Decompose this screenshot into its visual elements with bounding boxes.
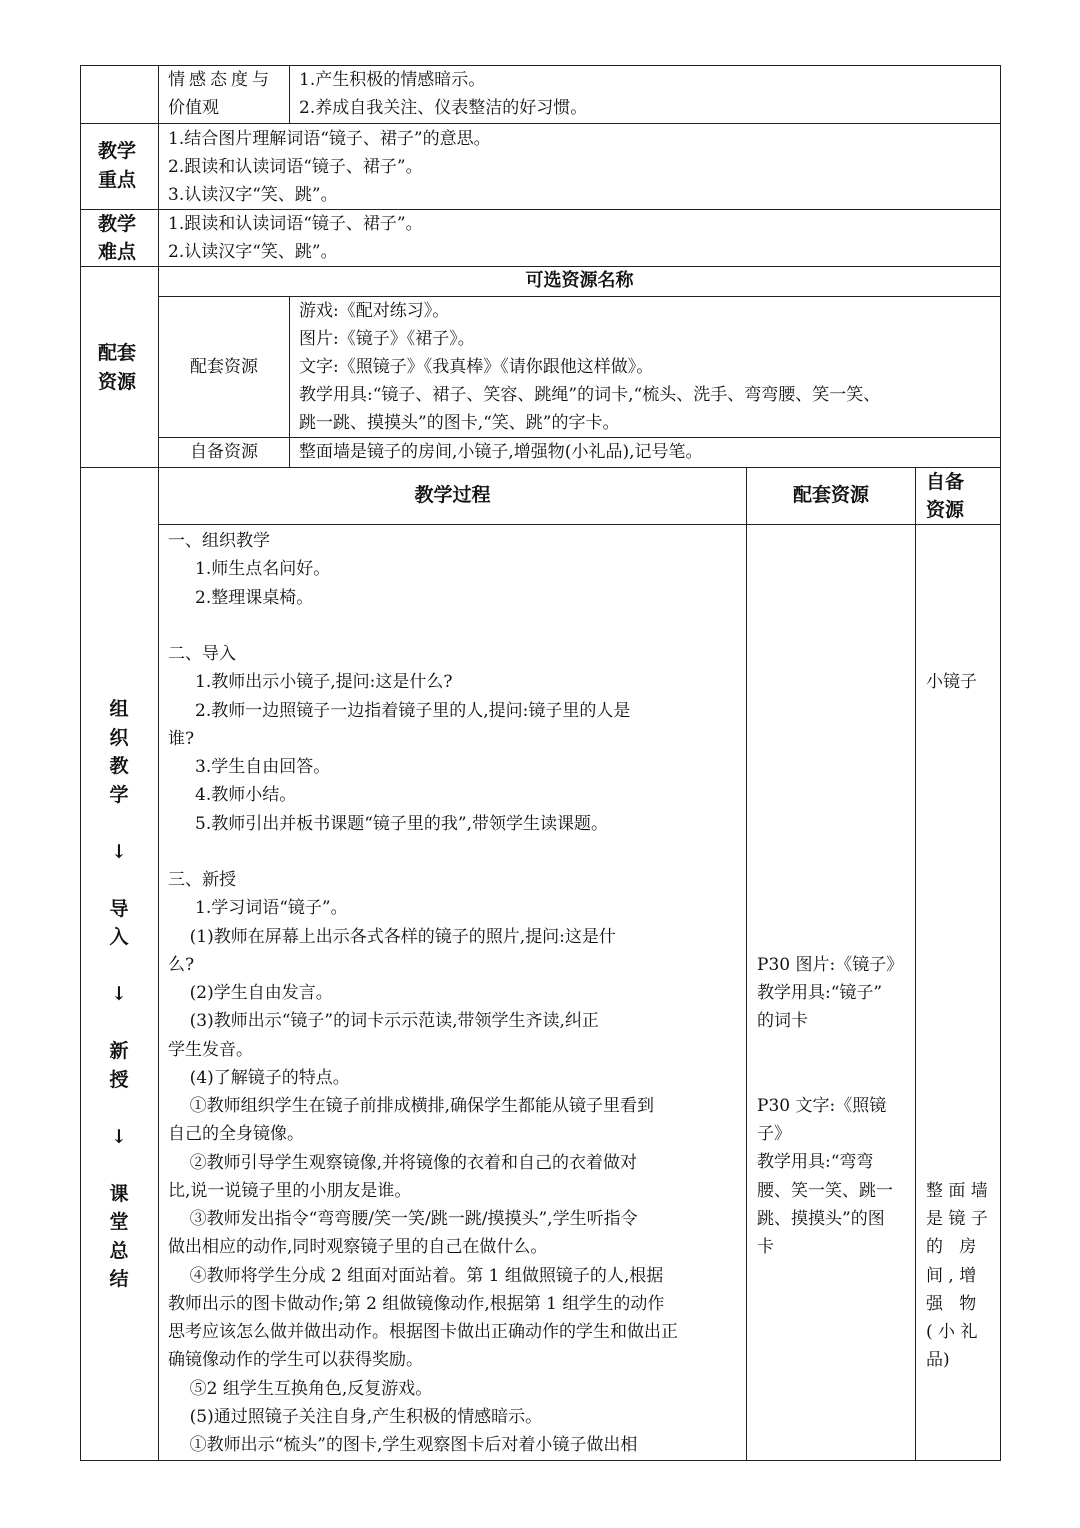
process-own-header-line1: 自备 <box>926 471 965 493</box>
matched-resource-item: 图片:《镜子》《裙子》。 <box>299 329 475 349</box>
own-resource-line: 品) <box>926 1350 950 1371</box>
resources-label-line1: 配套 <box>98 342 137 364</box>
lesson-plan-table <box>80 65 1001 1461</box>
process-matched-header: 配套资源 <box>792 484 869 506</box>
stage-char: 堂 <box>109 1211 129 1233</box>
matched-resource-block <box>757 1092 893 1261</box>
column-divider <box>289 65 290 124</box>
key-point-item: 1.结合图片理解词语“镜子、裙子”的意思。 <box>168 129 491 149</box>
process-line: 3.学生自由回答。 <box>168 757 331 777</box>
own-resource-line: 小镜子 <box>926 672 977 692</box>
key-points-label-line2: 重点 <box>98 169 137 191</box>
key-point-item: 3.认读汉字“笑、跳”。 <box>168 185 338 205</box>
process-line: 一、组织教学 <box>168 531 270 551</box>
matched-resource-line: 子》 <box>757 1124 791 1145</box>
process-line: 2.整理课桌椅。 <box>168 587 314 608</box>
matched-resources-label: 配套资源 <box>190 357 258 377</box>
own-resource-line: 整 面 墙 <box>926 1181 988 1201</box>
process-line: 么? <box>168 954 195 975</box>
matched-resource-item: 游戏:《配对练习》。 <box>299 301 450 321</box>
row-divider <box>158 296 1001 297</box>
own-resource-line: ( 小 礼 <box>926 1322 978 1343</box>
stage-char: 入 <box>109 926 129 948</box>
process-line: ④教师将学生分成 2 组面对面站着。第 1 组做照镜子的人,根据 <box>168 1265 664 1286</box>
process-line: ⑤2 组学生互换角色,反复游戏。 <box>168 1378 433 1399</box>
column-divider <box>289 296 290 468</box>
process-line: ①教师组织学生在镜子前排成横排,确保学生都能从镜子里看到 <box>168 1096 655 1116</box>
matched-resource-line: 教学用具:“弯弯 <box>757 1152 874 1173</box>
process-line: 比,说一说镜子里的小朋友是谁。 <box>168 1180 412 1201</box>
process-line <box>168 612 740 640</box>
matched-resource-line: P30 图片:《镜子》 <box>757 955 904 975</box>
process-line: 三、新授 <box>168 870 236 890</box>
stage-char: 总 <box>109 1239 129 1262</box>
stage-label <box>81 695 157 1294</box>
matched-resource-item: 文字:《照镜子》《我真棒》《请你跟他这样做》。 <box>299 357 654 377</box>
process-line: ②教师引导学生观察镜像,并将镜像的衣着和自己的衣着做对 <box>168 1152 638 1173</box>
process-line: 自己的全身镜像。 <box>168 1124 304 1145</box>
matched-resource-line: 跳、摸摸头”的图 <box>757 1208 885 1229</box>
stage-char: 教 <box>109 755 129 777</box>
matched-resource-line: 的词卡 <box>757 1011 808 1032</box>
row-divider <box>158 524 1001 525</box>
table-border-right <box>1000 65 1001 1461</box>
process-line: 思考应该怎么做并做出动作。根据图卡做出正确动作的学生和做出正 <box>168 1322 678 1342</box>
emotion-label-line1: 情感态度与 <box>168 70 273 90</box>
resources-header: 可选资源名称 <box>525 270 634 291</box>
process-line: ③教师发出指令“弯弯腰/笑一笑/跳一跳/摸摸头”,学生听指令 <box>168 1209 638 1229</box>
stage-char: 织 <box>109 726 129 749</box>
process-line: (1)教师在屏幕上出示各式各样的镜子的照片,提问:这是什 <box>168 926 616 947</box>
stage-arrow: ↓ <box>111 1125 127 1148</box>
difficulty-item: 2.认读汉字“笑、跳”。 <box>168 242 338 262</box>
stage-arrow: ↓ <box>111 983 127 1005</box>
process-line <box>168 838 740 866</box>
resources-label-line2: 资源 <box>98 371 137 393</box>
process-line: (2)学生自由发言。 <box>168 983 333 1003</box>
process-line: 教师出示的图卡做动作;第 2 组做镜像动作,根据第 1 组学生的动作 <box>168 1293 665 1314</box>
process-line: 学生发音。 <box>168 1039 253 1060</box>
process-line: (5)通过照镜子关注自身,产生积极的情感暗示。 <box>168 1406 543 1427</box>
own-resource-line: 的 房 <box>926 1237 977 1258</box>
matched-resource-line: 卡 <box>757 1237 774 1258</box>
stage-arrow: ↓ <box>111 840 127 863</box>
stage-char: 授 <box>109 1068 129 1091</box>
table-border-bottom <box>80 1460 1001 1461</box>
stage-char: 导 <box>109 897 129 920</box>
process-line: 4.教师小结。 <box>168 785 297 806</box>
stage-char: 学 <box>109 783 129 806</box>
own-resources-text: 整面墙是镜子的房间,小镜子,增强物(小礼品),记号笔。 <box>299 442 703 462</box>
stage-char: 课 <box>109 1182 129 1205</box>
process-line: 确镜像动作的学生可以获得奖励。 <box>168 1350 423 1371</box>
process-line: (4)了解镜子的特点。 <box>168 1067 350 1088</box>
key-points-label-line1: 教学 <box>98 140 137 162</box>
process-line: 2.教师一边照镜子一边指着镜子里的人,提问:镜子里的人是 <box>168 700 631 721</box>
emotion-item: 1.产生积极的情感暗示。 <box>299 70 486 90</box>
row-divider <box>80 123 1001 124</box>
process-text <box>168 527 740 1459</box>
process-line: 谁? <box>168 728 195 749</box>
matched-resource-item: 跳一跳、摸摸头”的图卡,“笑、跳”的字卡。 <box>299 413 620 433</box>
stage-char: 结 <box>109 1268 129 1290</box>
matched-resource-item: 教学用具:“镜子、裙子、笑容、跳绳”的词卡,“梳头、洗手、弯弯腰、笑一笑、 <box>299 385 881 405</box>
emotion-item: 2.养成自我关注、仪表整洁的好习惯。 <box>299 98 588 118</box>
key-point-item: 2.跟读和认读词语“镜子、裙子”。 <box>168 157 423 177</box>
own-resource-line: 是 镜 子 <box>926 1209 988 1230</box>
stage-char: 新 <box>109 1040 129 1062</box>
process-header: 教学过程 <box>414 484 491 506</box>
emotion-label-line2: 价值观 <box>168 98 219 118</box>
own-resources-label: 自备资源 <box>190 442 258 462</box>
process-line: 5.教师引出并板书课题“镜子里的我”,带领学生读课题。 <box>168 813 609 834</box>
column-divider <box>915 467 916 1461</box>
own-resource-block <box>926 668 977 696</box>
process-line: 做出相应的动作,同时观察镜子里的自己在做什么。 <box>168 1237 548 1258</box>
stage-char: 组 <box>109 698 129 720</box>
difficulties-label-line2: 难点 <box>98 241 137 263</box>
process-line: (3)教师出示“镜子”的词卡示示范读,带领学生齐读,纠正 <box>168 1011 599 1032</box>
process-line: 1.学习词语“镜子”。 <box>168 898 348 919</box>
matched-resource-line: 教学用具:“镜子” <box>757 983 883 1004</box>
process-line: 1.教师出示小镜子,提问:这是什么? <box>168 672 453 693</box>
row-divider <box>80 467 1001 468</box>
process-line: 1.师生点名问好。 <box>168 559 331 580</box>
own-resource-block <box>926 1177 988 1374</box>
difficulty-item: 1.跟读和认读词语“镜子、裙子”。 <box>168 214 423 234</box>
own-resource-line: 间 , 增 <box>926 1265 977 1286</box>
matched-resource-line: 腰、笑一笑、跳一 <box>757 1180 893 1201</box>
matched-resource-line: P30 文字:《照镜 <box>757 1096 887 1116</box>
own-resource-line: 强 物 <box>926 1293 977 1314</box>
matched-resource-block <box>757 951 903 1036</box>
process-own-header-line2: 资源 <box>926 499 965 521</box>
process-line: 二、导入 <box>168 644 236 664</box>
process-line: ①教师出示“梳头”的图卡,学生观察图卡后对着小镜子做出相 <box>168 1435 638 1455</box>
difficulties-label-line1: 教学 <box>98 213 137 235</box>
column-divider <box>746 467 747 1461</box>
